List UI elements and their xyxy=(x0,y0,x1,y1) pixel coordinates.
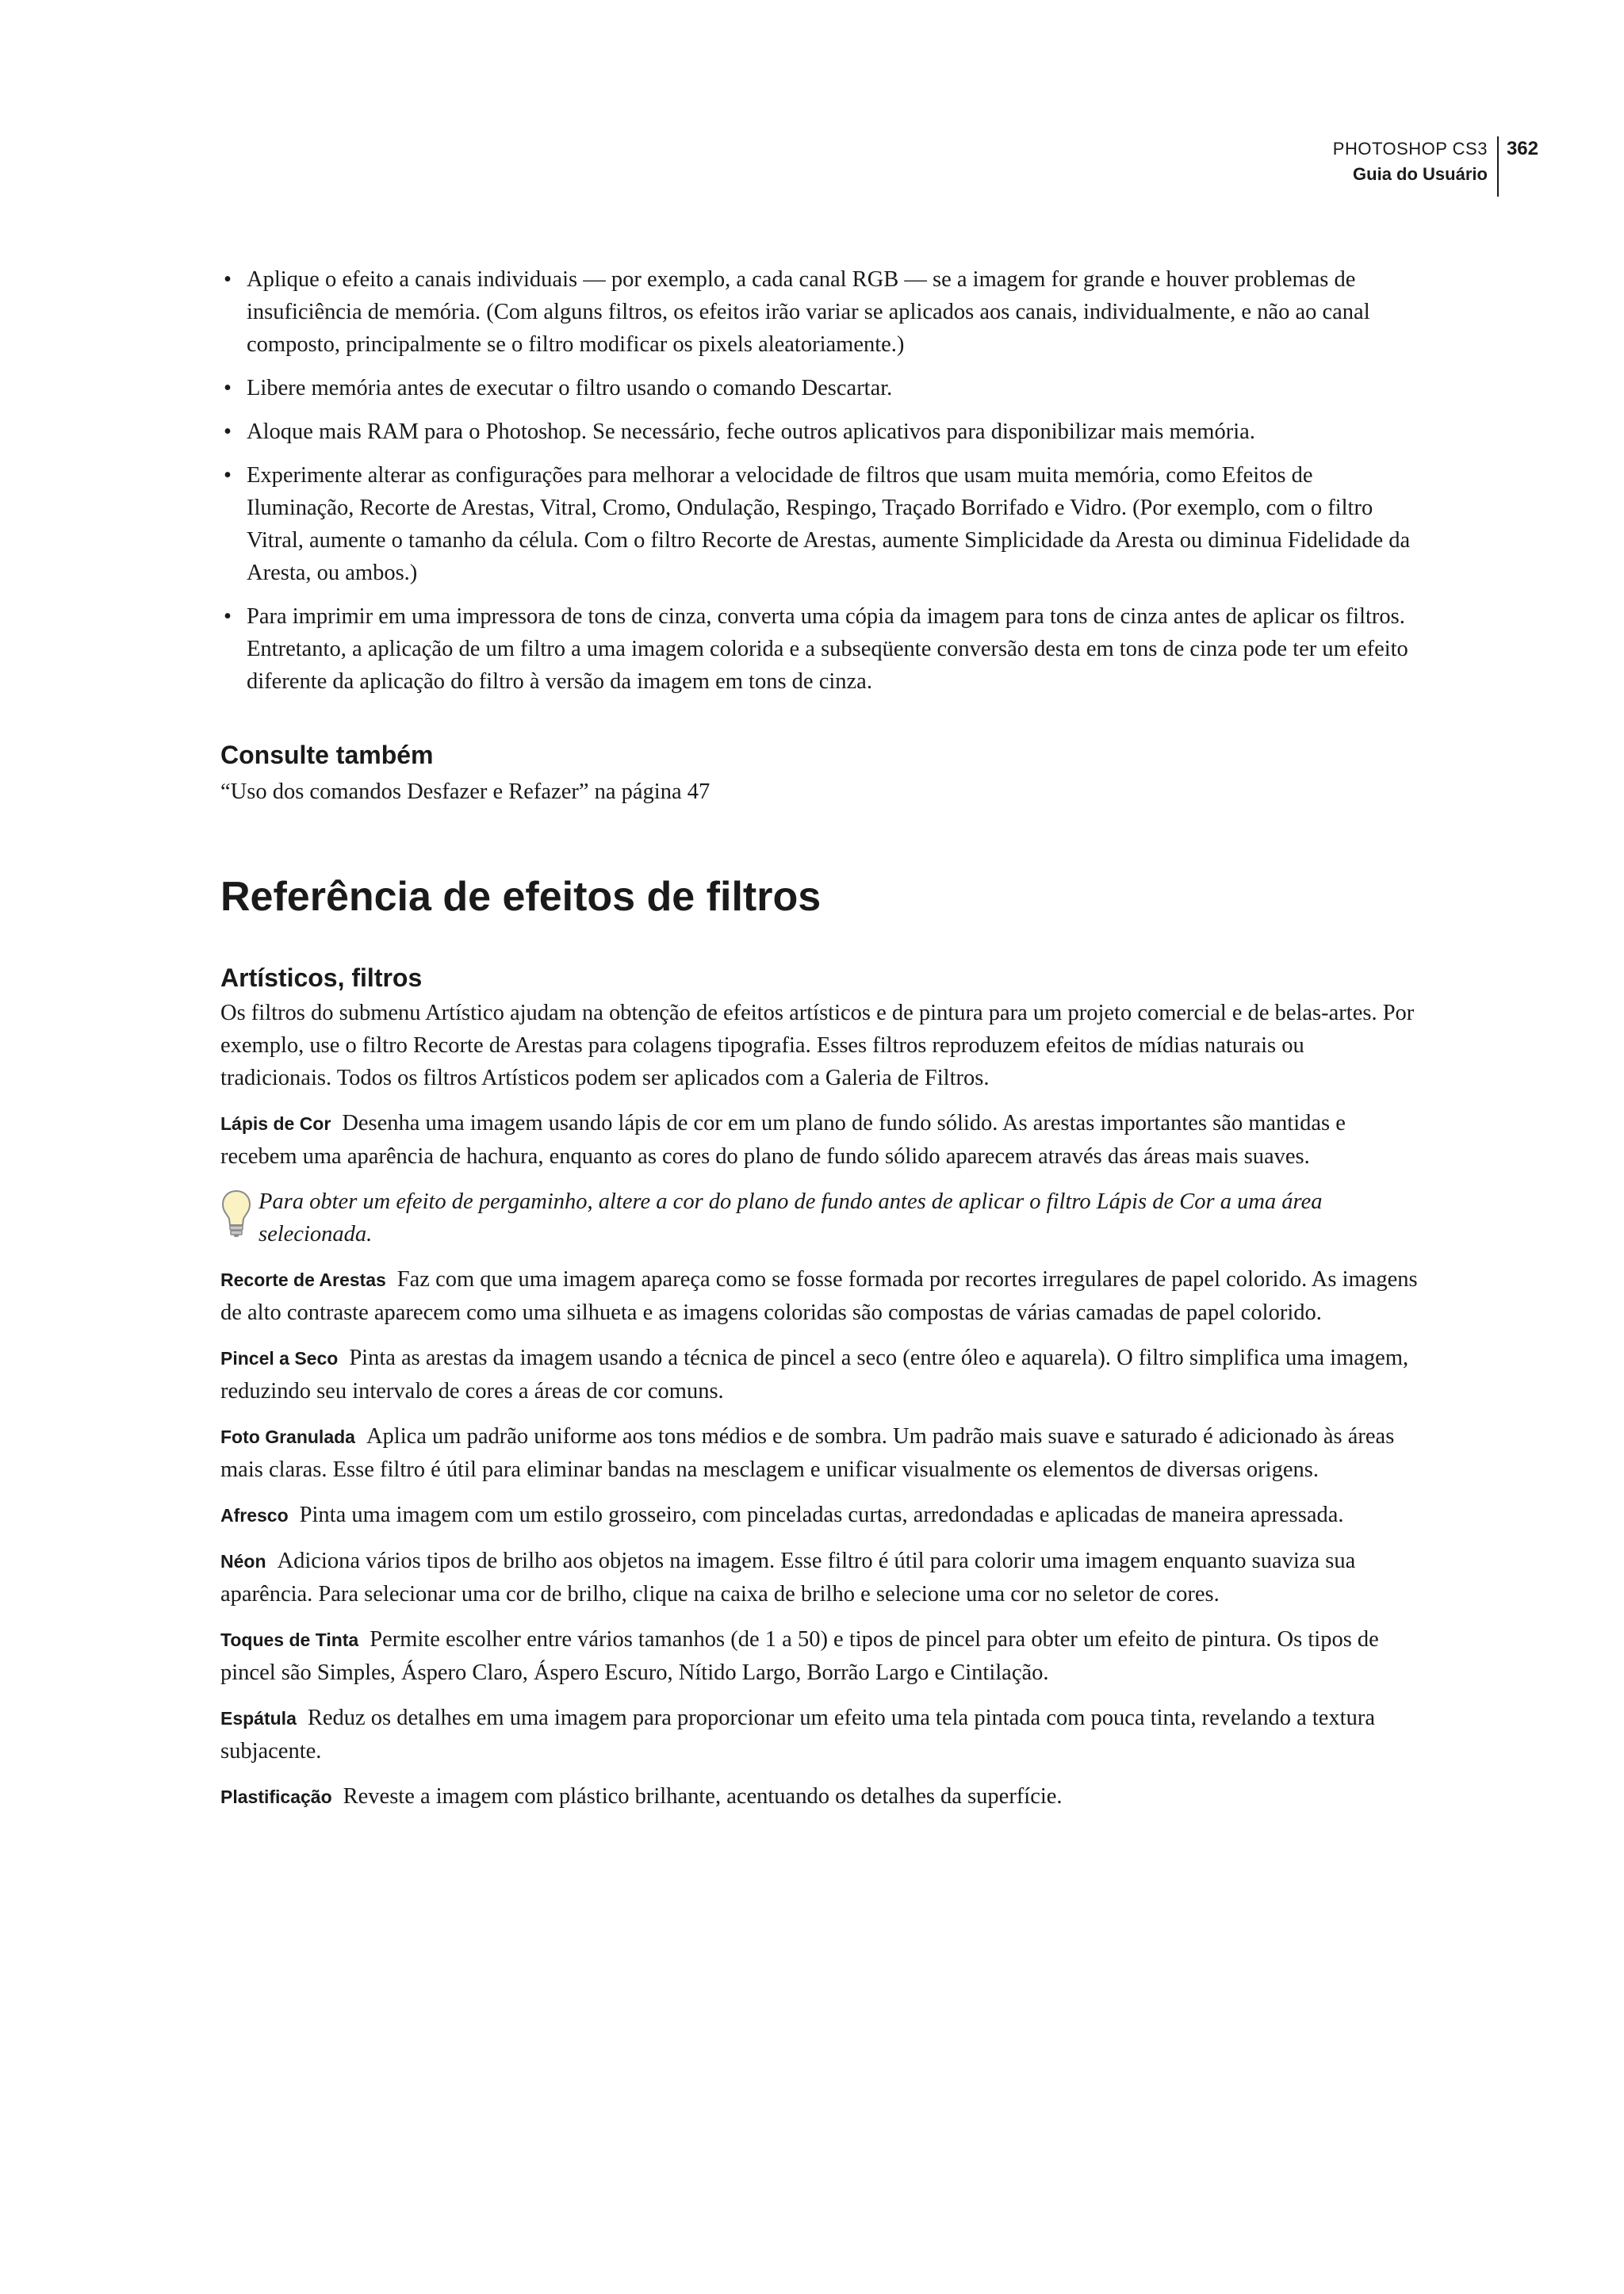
page-header xyxy=(1333,136,1538,197)
filter-term: Plastificação xyxy=(220,1787,332,1807)
filter-entry xyxy=(220,1499,1418,1532)
filter-description: Reveste a imagem com plástico brilhante, acentuando os detalhes da superfície. xyxy=(343,1784,1063,1809)
filter-entry xyxy=(220,1545,1418,1610)
filter-entry xyxy=(220,1263,1418,1329)
filter-entry xyxy=(220,1702,1418,1767)
tip-note xyxy=(220,1185,1418,1250)
section-intro: Os filtros do submenu Artístico ajudam na obtenção de efeitos artísticos e de pintura para um projeto comercial e de belas-artes. Por exemplo, use o filtro Recorte de Arestas para colagens tipografia. Esses filtros reproduzem efeitos de mídias naturais ou tradicionais. Todos os filtros Artísticos podem ser aplicados com a Galeria de Filtros. xyxy=(220,1001,1415,1090)
page-number: 362 xyxy=(1506,138,1538,159)
filter-description: Reduz os detalhes em uma imagem para proporcionar um efeito uma tela pintada com pouca tinta, revelando a textura subjacente. xyxy=(220,1706,1375,1764)
filter-description: Adiciona vários tipos de brilho aos objetos na imagem. Esse filtro é útil para colorir uma imagem enquanto suaviza sua aparência. Para selecionar uma cor de brilho, clique na caixa de brilho e selecione uma cor no seletor de cores. xyxy=(220,1549,1356,1607)
filter-term: Afresco xyxy=(220,1505,289,1526)
page-content xyxy=(220,263,1418,1826)
tip-text: Para obter um efeito de pergaminho, altere a cor do plano de fundo antes de aplicar o filtro Lápis de Cor a uma área selecionada. xyxy=(259,1189,1323,1247)
filter-entry xyxy=(220,1780,1418,1813)
filter-entry xyxy=(220,1107,1418,1173)
section-subheading: Artísticos, filtros xyxy=(220,963,423,992)
filter-entry xyxy=(220,1342,1418,1407)
bullet-item: • Aloque mais RAM para o Photoshop. Se necessário, feche outros aplicativos para disponibilizar mais memória. xyxy=(220,416,1418,448)
filter-term: Lápis de Cor xyxy=(220,1113,331,1134)
filter-description: Pinta as arestas da imagem usando a técnica de pincel a seco (entre óleo e aquarela). O filtro simplifica uma imagem, reduzindo seu intervalo de cores a áreas de cor comuns. xyxy=(220,1346,1409,1404)
filter-description: Aplica um padrão uniforme aos tons médios e de sombra. Um padrão mais suave e saturado é adicionado às áreas mais claras. Esse filtro é útil para eliminar bandas na mesclagem e unificar visualmente os elementos de diversas origens. xyxy=(220,1424,1395,1482)
bullet-item: • Libere memória antes de executar o filtro usando o comando Descartar. xyxy=(220,372,1418,404)
bullet-list xyxy=(220,263,1418,698)
filter-term: Pincel a Seco xyxy=(220,1348,339,1369)
see-also-heading: Consulte também xyxy=(220,741,434,769)
filter-term: Foto Granulada xyxy=(220,1427,355,1447)
filter-term: Toques de Tinta xyxy=(220,1630,359,1650)
filter-entry xyxy=(220,1420,1418,1486)
filter-description: Desenha uma imagem usando lápis de cor em um plano de fundo sólido. As arestas importantes são mantidas e recebem uma aparência de hachura, enquanto as cores do plano de fundo sólido aparecem através das áreas mais suaves. xyxy=(220,1111,1346,1169)
lightbulb-icon xyxy=(220,1189,252,1238)
bullet-item: • Para imprimir em uma impressora de tons de cinza, converta uma cópia da imagem para tons de cinza antes de aplicar os filtros. Entretanto, a aplicação de um filtro a uma imagem colorida e a subseqüente conversão desta em tons de cinza pode ter um efeito diferente da aplicação do filtro à versão da imagem em tons de cinza. xyxy=(220,600,1418,698)
filter-term: Néon xyxy=(220,1551,266,1572)
filter-entry xyxy=(220,1623,1418,1689)
filter-description: Permite escolher entre vários tamanhos (de 1 a 50) e tipos de pincel para obter um efeito de pintura. Os tipos de pincel são Simples, Áspero Claro, Áspero Escuro, Nítido Largo, Borrão Largo e Cintilação. xyxy=(220,1627,1379,1685)
header-title-block xyxy=(1333,136,1499,197)
header-subtitle: Guia do Usuário xyxy=(1353,164,1488,184)
filter-description: Pinta uma imagem com um estilo grosseiro, com pinceladas curtas, arredondadas e aplicadas de maneira apressada. xyxy=(299,1503,1344,1527)
filter-description: Faz com que uma imagem apareça como se fosse formada por recortes irregulares de papel colorido. As imagens de alto contraste aparecem como uma silhueta e as imagens coloridas são compostas de várias camadas de papel colorido. xyxy=(220,1267,1418,1325)
header-product: PHOTOSHOP CS3 xyxy=(1332,139,1488,159)
bullet-item: • Aplique o efeito a canais individuais — por exemplo, a cada canal RGB — se a imagem for grande e houver problemas de insuficiência de memória. (Com alguns filtros, os efeitos irão variar se aplicados aos canais, individualmente, e não ao canal composto, principalmente se o filtro modificar os pixels aleatoriamente.) xyxy=(220,263,1418,361)
filter-term: Recorte de Arestas xyxy=(220,1270,386,1290)
section-title: Referência de efeitos de filtros xyxy=(220,874,822,920)
see-also-link[interactable]: “Uso dos comandos Desfazer e Refazer” na página 47 xyxy=(220,779,710,804)
filter-term: Espátula xyxy=(220,1708,297,1729)
bullet-item: • Experimente alterar as configurações para melhorar a velocidade de filtros que usam muita memória, como Efeitos de Iluminação, Recorte de Arestas, Vitral, Cromo, Ondulação, Respingo, Traçado Borrifado e Vidro. (Por exemplo, com o filtro Vitral, aumente o tamanho da célula. Com o filtro Recorte de Arestas, aumente Simplicidade da Aresta ou diminua Fidelidade da Aresta, ou ambos.) xyxy=(220,459,1418,589)
